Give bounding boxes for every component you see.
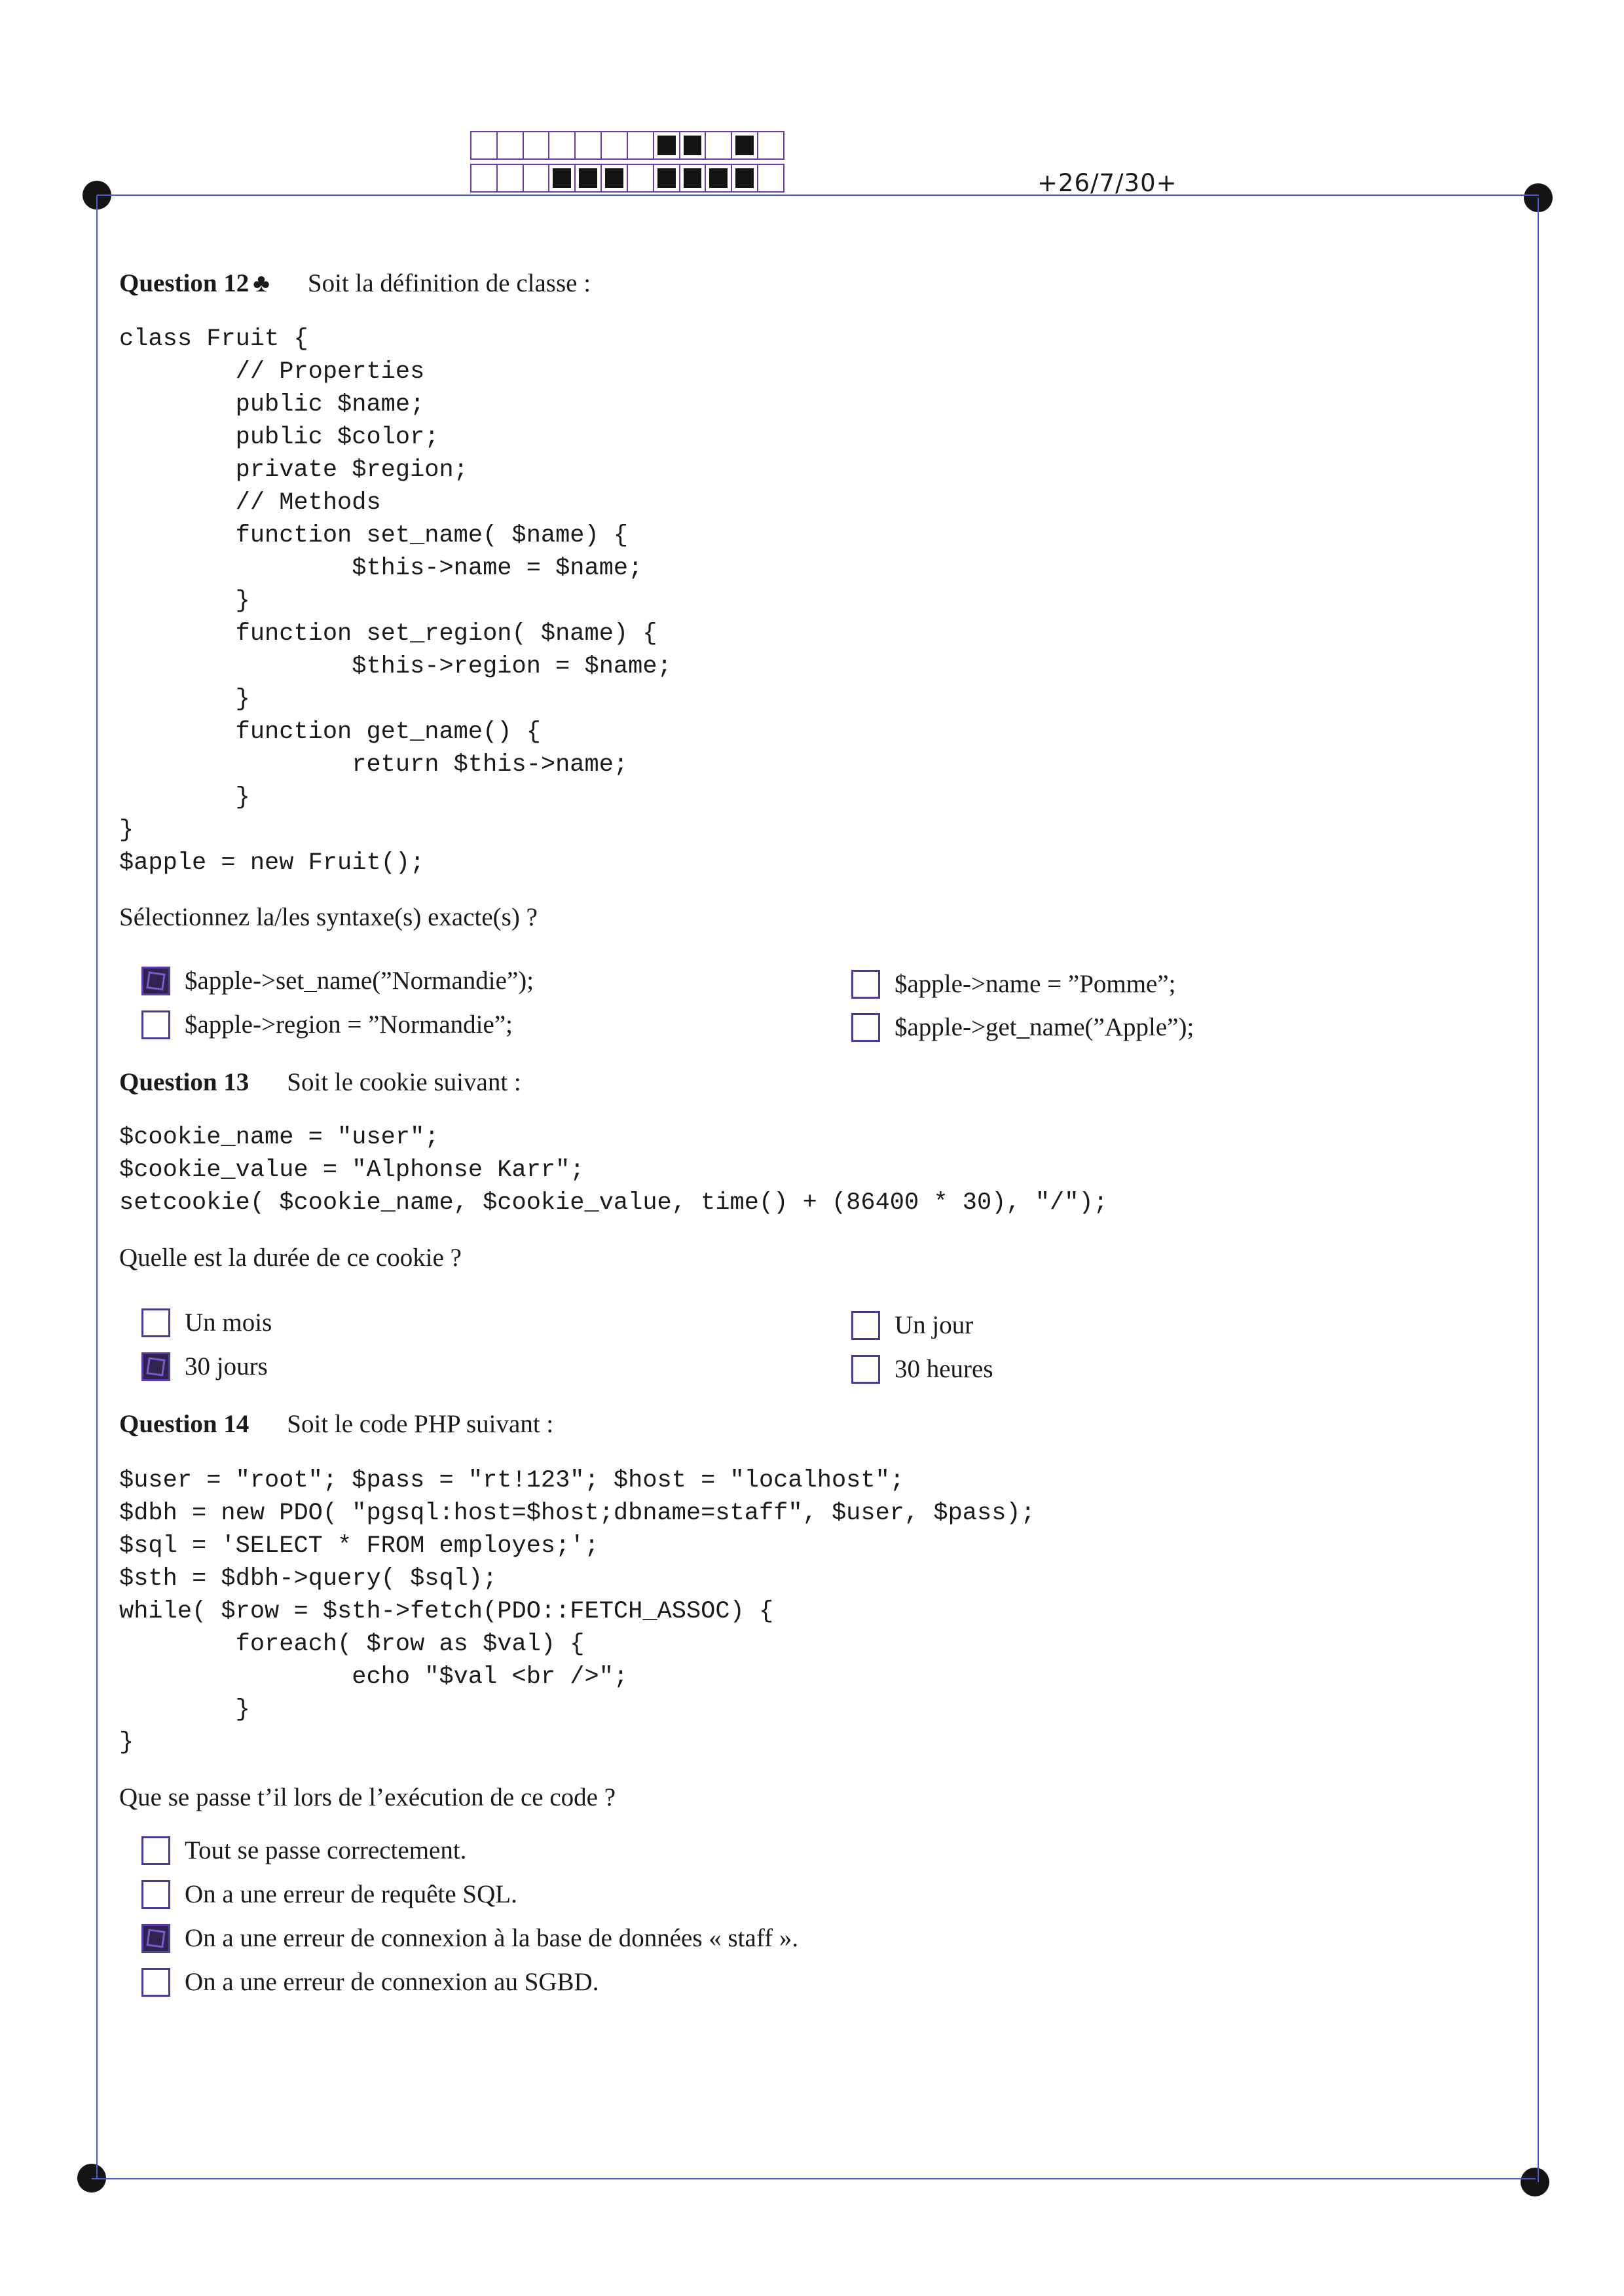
barcode-cell — [524, 132, 550, 158]
q12-checkbox-3[interactable] — [141, 1010, 170, 1039]
q14-checkbox-3[interactable] — [141, 1924, 170, 1953]
barcode-cell — [654, 132, 680, 158]
frame-top-line — [97, 194, 1539, 196]
question-12-number-text: Question 12 — [119, 269, 249, 297]
q14-answer-2[interactable] — [141, 1879, 517, 1909]
q12-answer-1[interactable] — [141, 966, 534, 995]
q13-answer-2-label: Un jour — [895, 1311, 974, 1339]
question-13-heading — [119, 1067, 521, 1097]
q12-answer-2[interactable] — [851, 969, 1176, 999]
barcode-cell — [524, 165, 550, 191]
q13-answer-3[interactable] — [141, 1352, 268, 1381]
barcode-cell — [576, 165, 602, 191]
q13-checkbox-4[interactable] — [851, 1355, 880, 1384]
question-14-title: Soit le code PHP suivant : — [287, 1410, 554, 1438]
q13-answer-1-label: Un mois — [185, 1308, 272, 1337]
barcode-cell — [602, 132, 628, 158]
q12-answer-1-label: $apple->set_name(”Normandie”); — [185, 967, 534, 995]
question-12-heading — [119, 268, 591, 298]
q13-answer-1[interactable] — [141, 1308, 272, 1337]
page-barcode-row-1 — [470, 131, 784, 160]
barcode-cell — [732, 132, 758, 158]
question-12-number — [119, 269, 270, 297]
q13-answer-3-label: 30 jours — [185, 1352, 268, 1380]
q12-answer-4[interactable] — [851, 1012, 1194, 1042]
question-14-heading — [119, 1409, 553, 1439]
barcode-cell — [706, 132, 732, 158]
barcode-cell — [498, 165, 524, 191]
q13-answer-2[interactable] — [851, 1310, 973, 1340]
frame-bottom-line — [92, 2178, 1536, 2179]
q14-checkbox-4[interactable] — [141, 1968, 170, 1997]
barcode-cell — [628, 132, 654, 158]
barcode-cell — [706, 165, 732, 191]
club-icon: ♣ — [253, 269, 270, 297]
q13-checkbox-2[interactable] — [851, 1311, 880, 1340]
q12-checkbox-1[interactable] — [141, 967, 170, 995]
barcode-cell — [654, 165, 680, 191]
question-13-number: Question 13 — [119, 1068, 249, 1096]
question-14-prompt: Que se passe t’il lors de l’exécution de ce code ? — [119, 1783, 616, 1811]
barcode-cell — [549, 165, 576, 191]
barcode-cell — [732, 165, 758, 191]
q14-checkbox-2[interactable] — [141, 1880, 170, 1909]
q13-answer-4[interactable] — [851, 1354, 993, 1384]
q14-answer-1[interactable] — [141, 1836, 466, 1865]
question-12-title: Soit la définition de classe : — [307, 269, 591, 297]
barcode-cell — [549, 132, 576, 158]
q12-checkbox-4[interactable] — [851, 1013, 880, 1042]
barcode-cell — [758, 132, 783, 158]
barcode-cell — [602, 165, 628, 191]
barcode-cell — [680, 132, 707, 158]
barcode-cell — [471, 132, 498, 158]
barcode-cell — [471, 165, 498, 191]
q12-answer-4-label: $apple->get_name(”Apple”); — [895, 1013, 1194, 1041]
q12-answer-3-label: $apple->region = ”Normandie”; — [185, 1010, 513, 1039]
q13-checkbox-1[interactable] — [141, 1308, 170, 1337]
question-12-code: class Fruit { // Properties public $name; public $color; private $region; // Methods function set_name( $name) { $this->name = $name; } function set_region( $name) { $this->region = $name; } function get_name() { return $this->name; } } $apple = new Fruit(); — [119, 325, 672, 877]
question-13-code: $cookie_name = "user"; $cookie_value = "Alphonse Karr"; setcookie( $cookie_name, $cookie_value, time() + (86400 * 30), "/"); — [119, 1124, 1108, 1217]
barcode-cell — [576, 132, 602, 158]
page-identifier: +26/7/30+ — [1037, 169, 1177, 197]
barcode-cell — [680, 165, 707, 191]
question-14-code: $user = "root"; $pass = "rt!123"; $host = "localhost"; $dbh = new PDO( "pgsql:host=$host;dbname=staff", $user, $pass); $sql = 'SELECT * FROM employes;'; $sth = $dbh->query( $sql); while( $row = $sth->fetch(PDO::FETCH_ASSOC) { foreach( $row as $val) { echo "$val <br />"; } } — [119, 1467, 1035, 1756]
q14-answer-1-label: Tout se passe correctement. — [185, 1836, 467, 1864]
barcode-cell — [758, 165, 783, 191]
q12-answer-2-label: $apple->name = ”Pomme”; — [895, 970, 1176, 998]
q14-answer-4[interactable] — [141, 1967, 599, 1997]
q14-answer-4-label: On a une erreur de connexion au SGBD. — [185, 1968, 599, 1996]
q14-checkbox-1[interactable] — [141, 1836, 170, 1865]
q13-answer-4-label: 30 heures — [895, 1355, 993, 1383]
page-barcode-row-2 — [470, 164, 784, 193]
barcode-cell — [628, 165, 654, 191]
question-13-title: Soit le cookie suivant : — [287, 1068, 521, 1096]
question-14-number: Question 14 — [119, 1410, 249, 1438]
corner-mark-bottom-right — [1521, 2168, 1549, 2196]
q13-checkbox-3[interactable] — [141, 1352, 170, 1381]
q14-answer-2-label: On a une erreur de requête SQL. — [185, 1880, 517, 1908]
frame-right-line — [1538, 198, 1539, 2182]
question-12-prompt: Sélectionnez la/les syntaxe(s) exacte(s) ? — [119, 903, 538, 931]
q14-answer-3[interactable] — [141, 1923, 798, 1953]
barcode-cell — [498, 132, 524, 158]
q14-answer-3-label: On a une erreur de connexion à la base de données « staff ». — [185, 1924, 799, 1952]
q12-checkbox-2[interactable] — [851, 970, 880, 999]
question-13-prompt: Quelle est la durée de ce cookie ? — [119, 1244, 462, 1272]
q12-answer-3[interactable] — [141, 1010, 513, 1039]
frame-left-line — [96, 195, 98, 2178]
